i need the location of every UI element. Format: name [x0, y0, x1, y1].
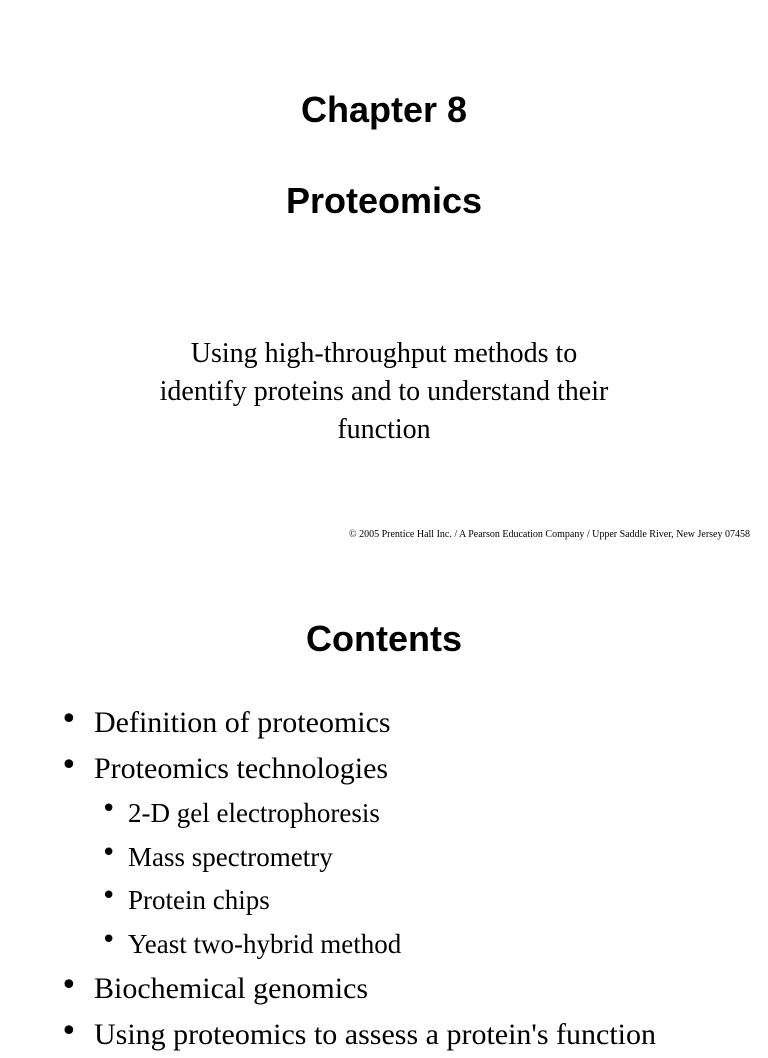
list-item: [0, 966, 768, 1012]
copyright-notice: © 2005 Prentice Hall Inc. / A Pearson Education Company / Upper Saddle River, New Jersey 07458: [348, 529, 750, 540]
bullet-icon: •: [101, 924, 117, 955]
contents-heading: Contents: [306, 618, 462, 659]
bullet-icon: •: [60, 1014, 78, 1049]
contents-list: [0, 700, 768, 1058]
bullet-icon: •: [60, 702, 78, 737]
sub-list-item: [0, 879, 768, 923]
subtitle-line: function: [337, 414, 431, 445]
slide-subtitle: [100, 335, 668, 449]
bullet-icon: •: [101, 794, 117, 824]
list-item-text: Biochemical genomics: [94, 972, 369, 1005]
list-item: [0, 746, 768, 792]
sub-list-item: [0, 923, 768, 967]
list-item-text: Yeast two-hybrid method: [128, 928, 402, 959]
subtitle-line: identify proteins and to understand their: [159, 376, 609, 407]
bullet-icon: •: [101, 881, 117, 911]
list-item-text: Using proteomics to assess a protein's function: [94, 1018, 656, 1051]
slide-title: Proteomics: [285, 180, 483, 221]
sub-list-item: [0, 836, 768, 880]
sub-list-item: [0, 792, 768, 836]
list-item-text: Definition of proteomics: [94, 706, 391, 739]
chapter-heading: Chapter 8: [300, 89, 468, 130]
list-item-text: Proteomics technologies: [94, 752, 389, 785]
list-item-text: Protein chips: [128, 885, 270, 915]
list-item-text: Mass spectrometry: [128, 841, 333, 872]
subtitle-line: Using high-throughput methods to: [190, 338, 578, 369]
list-item: [0, 1012, 768, 1058]
bullet-icon: •: [101, 837, 117, 868]
list-item: [0, 700, 768, 746]
bullet-icon: •: [60, 968, 78, 1003]
list-item-text: 2-D gel electrophoresis: [128, 798, 380, 828]
bullet-icon: •: [60, 748, 78, 783]
